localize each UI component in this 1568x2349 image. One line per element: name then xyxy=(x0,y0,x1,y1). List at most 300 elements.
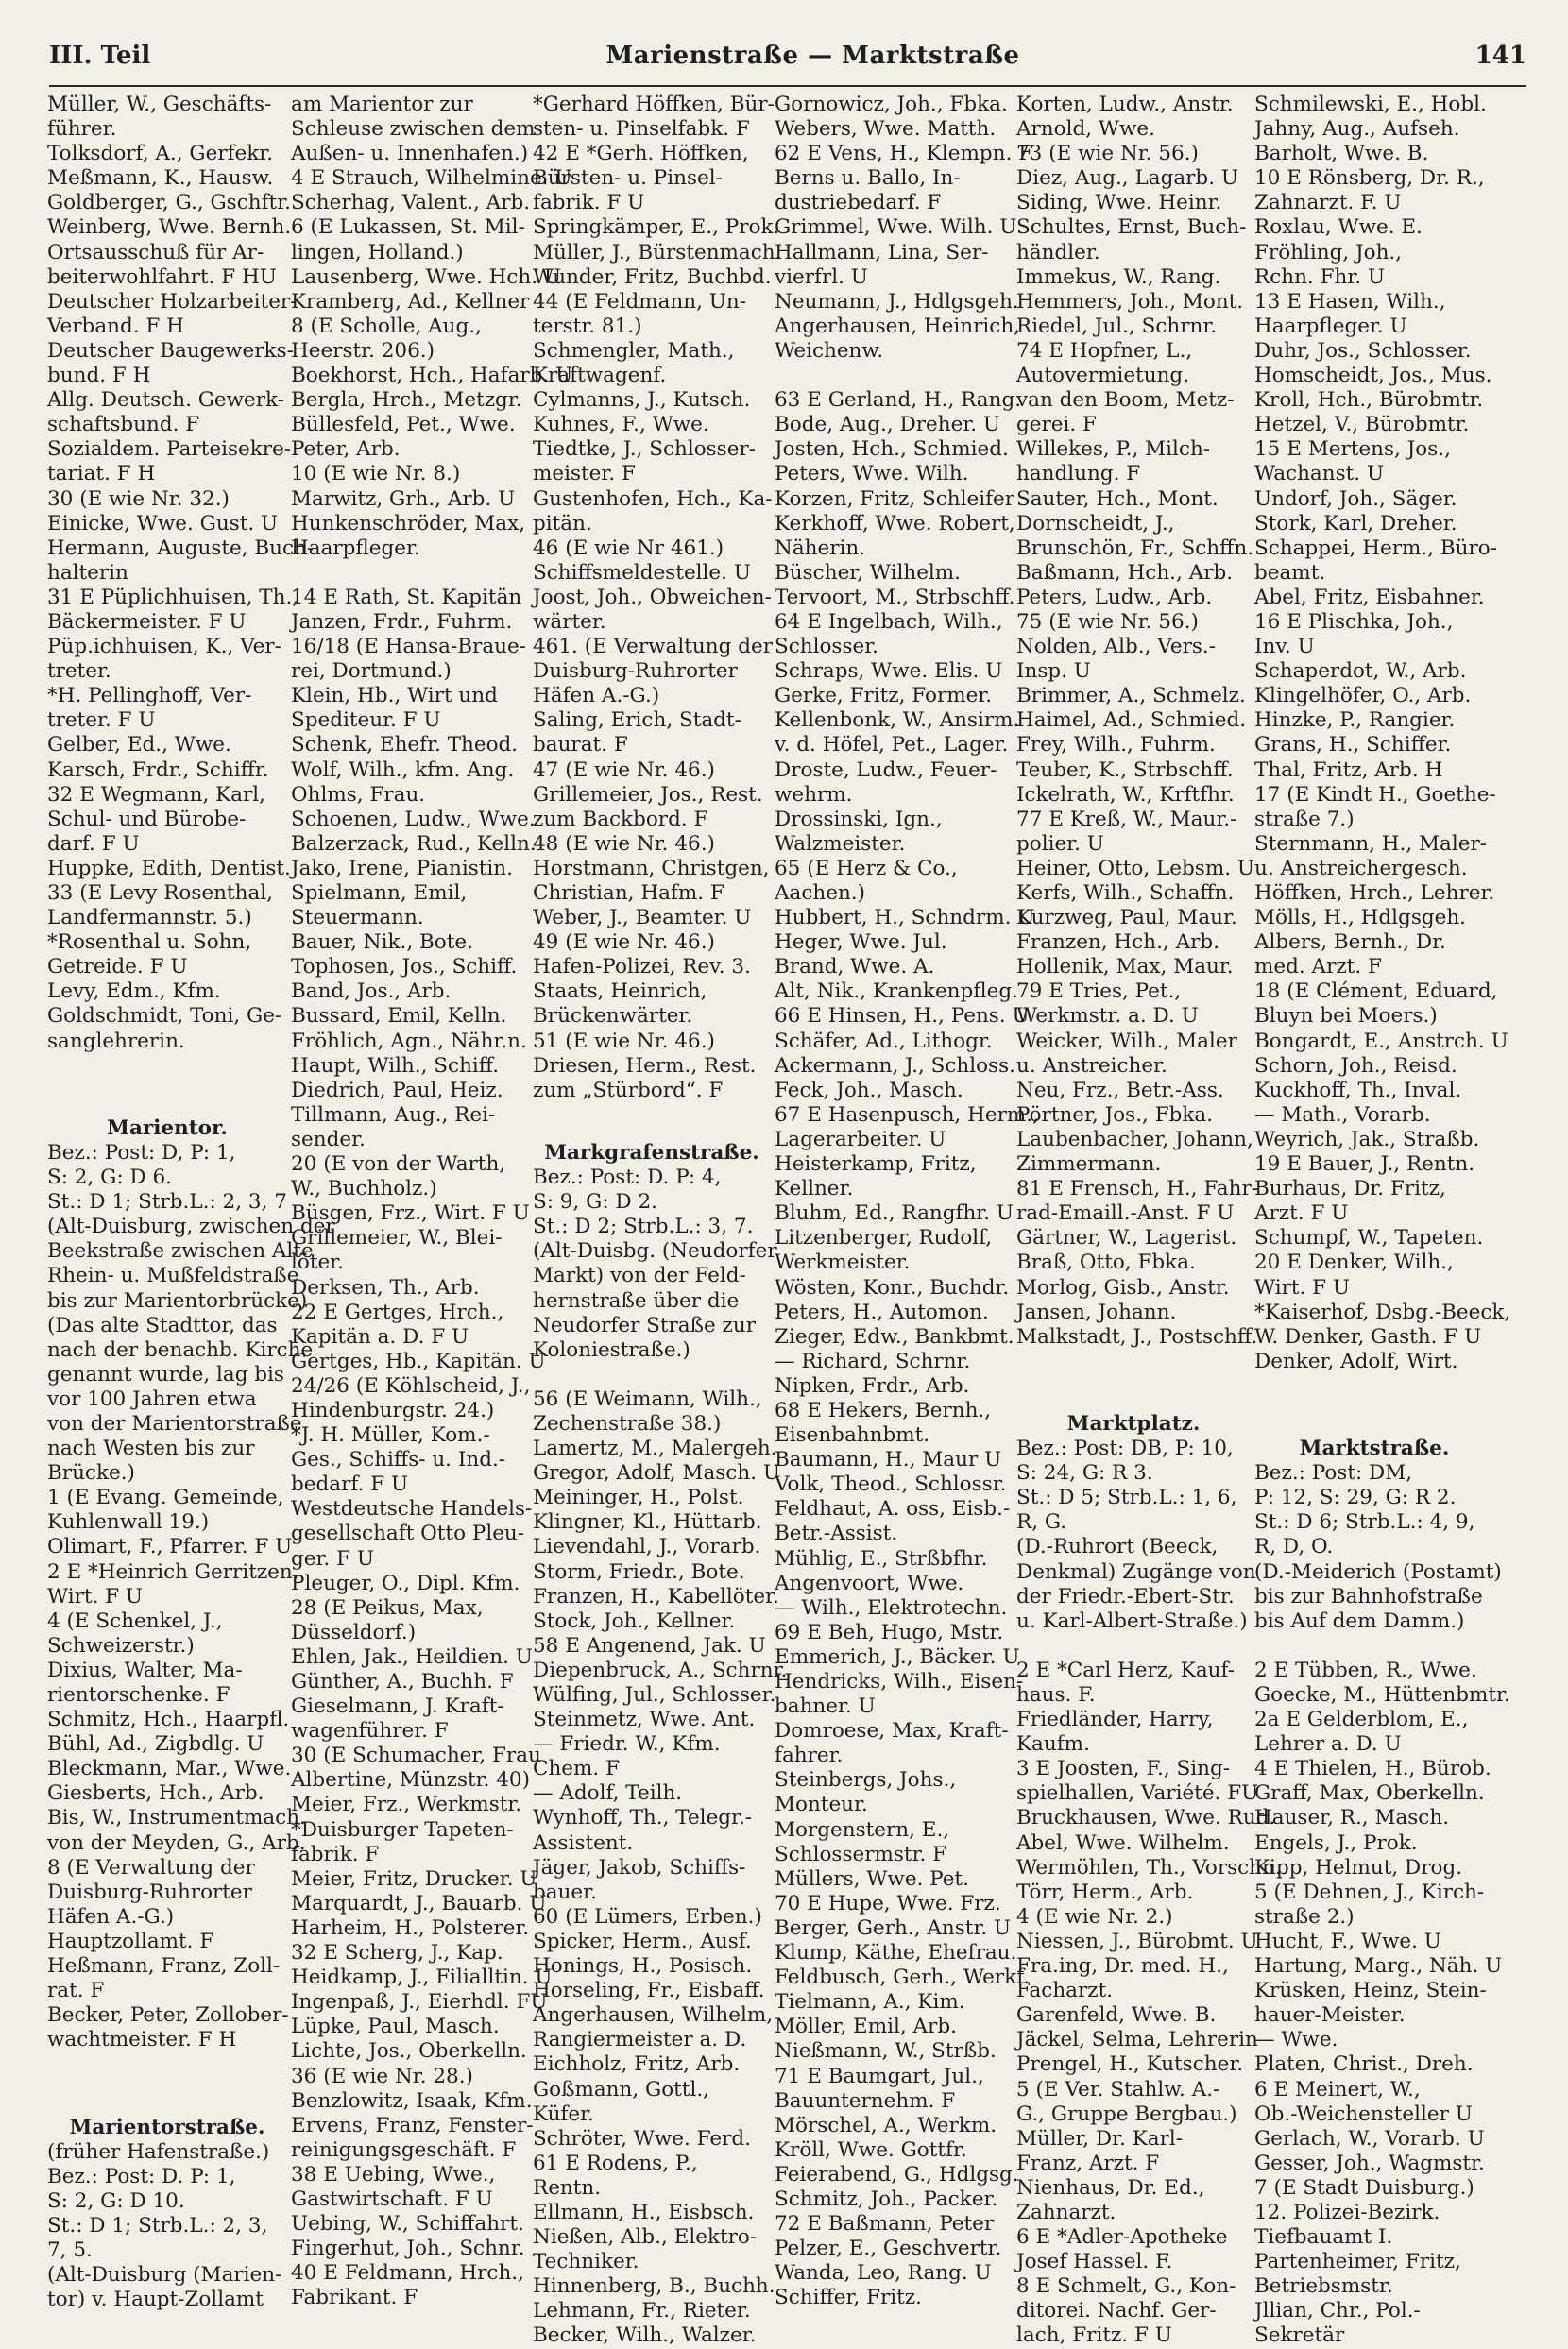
entry-line: Tielmann, A., Kim. xyxy=(775,1990,965,2015)
entry-line: Friedländer, Harry, xyxy=(1016,1708,1214,1732)
entry-line: hernstraße über die xyxy=(533,1288,740,1313)
entry-line: Prengel, H., Kutscher. xyxy=(1016,2052,1244,2077)
entry-line: Hemmers, Joh., Mont. xyxy=(1016,289,1244,314)
entry-line: Zahnarzt. xyxy=(1016,2200,1116,2224)
entry-line: Höffken, Hrch., Lehrer. xyxy=(1254,881,1495,905)
entry-line: 7 (E Stadt Duisburg.) xyxy=(1254,2175,1474,2200)
entry-line: Rentn. xyxy=(533,2175,602,2200)
entry-line: Riedel, Jul., Schrnr. xyxy=(1016,314,1218,338)
entry-line: Schröter, Wwe. Ferd. xyxy=(533,2126,752,2151)
entry-line: polier. U xyxy=(1016,831,1104,856)
entry-line: Albertine, Münzstr. 40) xyxy=(291,1768,530,1793)
entry-line: baurat. F xyxy=(533,733,628,757)
entry-line: Schlosser. xyxy=(775,635,878,659)
entry-line: 15 E Mertens, Jos., xyxy=(1254,437,1451,462)
entry-line: Braß, Otto, Fbka. xyxy=(1016,1251,1196,1275)
entry-line: Rhein- u. Mußfeldstraße xyxy=(47,1264,299,1288)
entry-line: Koloniestraße.) xyxy=(533,1337,690,1362)
entry-line: zum Backbord. F xyxy=(533,807,708,831)
entry-line: 7, 5. xyxy=(47,2238,93,2263)
entry-line: 20 (E von der Warth, xyxy=(291,1152,506,1177)
entry-line: Baßmann, Hch., Arb. xyxy=(1016,560,1234,585)
entry-line: *Kaiserhof, Dsbg.-Beeck, xyxy=(1254,1300,1511,1324)
entry-line: Müllers, Wwe. Pet. xyxy=(775,1866,969,1891)
entry-line: 61 E Rodens, P., xyxy=(533,2151,698,2175)
entry-line: Lüpke, Paul, Masch. xyxy=(291,2015,500,2039)
entry-line: Tervoort, M., Strbschff. xyxy=(775,585,1015,609)
entry-line: Arnold, Wwe. xyxy=(1016,117,1155,142)
entry-line: Abel, Wwe. Wilhelm. xyxy=(1016,1830,1230,1855)
entry-line: 75 (E wie Nr. 56.) xyxy=(1016,609,1199,634)
entry-line: Schmilewski, E., Hobl. xyxy=(1254,93,1487,116)
entry-line xyxy=(775,364,1013,388)
entry-line: Deutscher Baugewerks- xyxy=(47,338,294,363)
entry-line: Karsch, Frdr., Schiffr. xyxy=(47,757,269,782)
entry-line: Duisburg-Ruhrorter xyxy=(47,1880,252,1904)
entry-line: rei, Dortmund.) xyxy=(291,659,452,684)
entry-line: Kröll, Wwe. Gottfr. xyxy=(775,2137,967,2162)
entry-line: Pleuger, O., Dipl. Kfm. xyxy=(291,1571,520,1595)
entry-line: Rangiermeister a. D. xyxy=(533,2028,747,2052)
entry-line: Ickelrath, W., Krftfhr. xyxy=(1016,782,1235,807)
entry-line: Sternmann, H., Maler- xyxy=(1254,831,1488,856)
entry-line: Jäger, Jakob, Schiffs- xyxy=(533,1855,746,1880)
entry-line: Stork, Karl, Dreher. xyxy=(1254,511,1457,536)
entry-line: 2 E Tübben, R., Wwe. xyxy=(1254,1658,1477,1682)
entry-line: Brand, Wwe. A. xyxy=(775,955,935,979)
entry-line: Gornowicz, Joh., Fbka. xyxy=(775,93,1008,116)
entry-line: Thal, Fritz, Arb. H xyxy=(1254,757,1443,782)
entry-line: 3 E Joosten, F., Sing- xyxy=(1016,1757,1231,1781)
entry-line: Weicker, Wilh., Maler xyxy=(1016,1029,1237,1053)
entry-line: Band, Jos., Arb. xyxy=(291,979,452,1004)
entry-line: Goldschmidt, Toni, Ge- xyxy=(47,1004,282,1029)
entry-line: Ob.-Weichensteller U xyxy=(1254,2102,1473,2126)
entry-line: Neu, Frz., Betr.-Ass. xyxy=(1016,1078,1224,1102)
entry-line: Jllian, Chr., Pol.- xyxy=(1254,2299,1421,2323)
entry-line: Außen- u. Innenhafen.) xyxy=(291,142,529,166)
entry-line: Gregor, Adolf, Masch. U xyxy=(533,1461,780,1486)
entry-line: Partenheimer, Fritz, xyxy=(1254,2250,1461,2274)
entry-line: 60 (E Lümers, Erben.) xyxy=(533,1904,762,1929)
entry-line: Scherhag, Valent., Arb. xyxy=(291,191,531,215)
entry-line: St.: D 5; Strb.L.: 1, 6, xyxy=(1016,1486,1237,1510)
entry-line: Schenk, Ehefr. Theod. xyxy=(291,733,519,757)
entry-line: Lausenberg, Wwe. Hch. U xyxy=(291,264,562,289)
entry-line: Denker, Adolf, Wirt. xyxy=(1254,1349,1458,1373)
entry-line: terstr. 81.) xyxy=(533,314,642,338)
entry-line: W. Denker, Gasth. F U xyxy=(1254,1324,1482,1349)
entry-line: händler. xyxy=(1016,240,1100,264)
entry-line: Litzenberger, Rudolf, xyxy=(775,1226,993,1251)
entry-line: Dornscheidt, J., xyxy=(1016,511,1175,536)
entry-line xyxy=(1254,1374,1494,1399)
entry-line: hauer-Meister. xyxy=(1254,2003,1406,2028)
entry-line: von der Meyden, G., Arb. xyxy=(47,1830,306,1855)
entry-line: S: 2, G: D 10. xyxy=(47,2188,185,2213)
entry-line: Kellenbonk, W., Ansirm. xyxy=(775,708,1020,733)
entry-line: Meininger, H., Polst. xyxy=(533,1486,744,1510)
entry-line: Ges., Schiffs- u. Ind.- xyxy=(291,1448,506,1472)
entry-line: Goecke, M., Hüttenbmtr. xyxy=(1254,1683,1510,1707)
entry-line: Duisburg-Ruhrorter xyxy=(533,659,738,684)
entry-line: Lichte, Jos., Oberkelln. xyxy=(291,2039,527,2064)
entry-line: Tolksdorf, A., Gerfekr. xyxy=(47,142,274,166)
entry-line: Klingelhöfer, O., Arb. xyxy=(1254,684,1472,708)
entry-line: 38 E Uebing, Wwe., xyxy=(291,2162,496,2187)
entry-line: Franz, Arzt. F xyxy=(1016,2151,1160,2175)
entry-line: 40 E Feldmann, Hrch., xyxy=(291,2261,524,2286)
entry-line: Willekes, P., Milch- xyxy=(1016,437,1211,462)
entry-line: Inv. U xyxy=(1254,635,1315,659)
entry-line: Hunkenschröder, Max, xyxy=(291,511,526,536)
entry-line: Rchn. Fhr. U xyxy=(1254,264,1386,289)
page-header xyxy=(49,42,1526,83)
entry-line: van den Boom, Metz- xyxy=(1016,388,1235,413)
entry-line: Peter, Arb. xyxy=(291,437,401,462)
entry-line: 44 (E Feldmann, Un- xyxy=(533,289,747,314)
entry-line: Meier, Frz., Werkmstr. xyxy=(291,1793,522,1817)
entry-line: wagenführer. F xyxy=(291,1719,449,1744)
entry-line: Hauser, R., Masch. xyxy=(1254,1806,1450,1830)
entry-line: rientorschenke. F xyxy=(47,1683,230,1707)
entry-line: Angerhausen, Wilhelm, xyxy=(533,2003,774,2028)
entry-line: Weichenw. xyxy=(775,338,884,363)
entry-line: Fröhling, Joh., xyxy=(1254,240,1403,264)
entry-line: Domroese, Max, Kraft- xyxy=(775,1719,1009,1744)
entry-line xyxy=(1016,1350,1251,1374)
entry-line: St.: D 6; Strb.L.: 4, 9, xyxy=(1254,1510,1475,1535)
entry-line: 48 (E wie Nr. 46.) xyxy=(533,831,715,856)
entry-line: (Das alte Stadttor, das xyxy=(47,1313,278,1337)
entry-line: 30 (E Schumacher, Frau xyxy=(291,1744,541,1768)
entry-line: Möller, Emil, Arb. xyxy=(775,2015,957,2039)
entry-line: Heisterkamp, Fritz, xyxy=(775,1152,977,1177)
entry-line: Brimmer, A., Schmelz. xyxy=(1016,684,1246,708)
entry-line: G., Gruppe Bergbau.) xyxy=(1016,2102,1237,2126)
entry-line: Fra.ing, Dr. med. H., xyxy=(1016,1954,1229,1979)
entry-line: 36 (E wie Nr. 28.) xyxy=(291,2064,473,2088)
entry-line: Gustenhofen, Hch., Ka- xyxy=(533,486,773,511)
entry-line: Morgenstern, E., xyxy=(775,1817,950,1842)
entry-line: Gerlach, W., Vorarb. U xyxy=(1254,2126,1485,2151)
entry-line: *Rosenthal u. Sohn, xyxy=(47,930,252,955)
entry-line: Ellmann, H., Eisbsch. xyxy=(533,2200,755,2224)
entry-line: Kipp, Helmut, Drog. xyxy=(1254,1855,1463,1880)
entry-line: 42 E *Gerh. Höffken, xyxy=(533,142,749,166)
entry-line: Roxlau, Wwe. E. xyxy=(1254,215,1423,240)
entry-line: Lamertz, M., Malergeh. xyxy=(533,1437,777,1461)
entry-line: tor) v. Haupt-Zollamt xyxy=(47,2288,264,2312)
section-heading: Marktstraße. xyxy=(1299,1437,1450,1461)
entry-line: u. Karl-Albert-Straße.) xyxy=(1016,1609,1248,1633)
entry-line: Schul- und Bürobe- xyxy=(47,807,247,831)
entry-line: Getreide. F U xyxy=(47,955,188,979)
entry-line: 14 E Rath, St. Kapitän xyxy=(291,585,522,609)
entry-line: R, G. xyxy=(1016,1510,1067,1535)
entry-line: R, D, O. xyxy=(1254,1535,1334,1559)
entry-line: Bez.: Post: DM, xyxy=(1254,1461,1413,1486)
entry-line: u. Anstreichergesch. xyxy=(1254,856,1468,880)
entry-line: ger. F U xyxy=(291,1546,374,1571)
entry-line: Kroll, Hch., Bürobmtr. xyxy=(1254,388,1484,413)
entry-line: Schultes, Ernst, Buch- xyxy=(1016,215,1247,240)
street-range-title: Marienstraße — Marktstraße xyxy=(605,42,1020,70)
entry-line: Wynhoff, Th., Telegr.- xyxy=(533,1806,753,1830)
entry-line: Betriebsmstr. xyxy=(1254,2274,1393,2299)
entry-line: — Wilh., Elektrotechn. xyxy=(775,1595,1008,1620)
entry-line: v. d. Höfel, Pet., Lager. xyxy=(775,733,1009,757)
entry-line: 2 E *Carl Herz, Kauf- xyxy=(1016,1658,1235,1682)
entry-line: 72 E Baßmann, Peter xyxy=(775,2212,995,2237)
entry-line: Diepenbruck, A., Schrnr. xyxy=(533,1658,788,1682)
entry-line: Werkmeister. xyxy=(775,1251,911,1275)
entry-line: Jahny, Aug., Aufseh. xyxy=(1254,117,1460,142)
entry-line: Tophosen, Jos., Schiff. xyxy=(291,955,518,979)
entry-line: Meßmann, K., Hausw. xyxy=(47,166,274,191)
entry-line: Wirt. F U xyxy=(1254,1275,1351,1300)
entry-line: 81 E Frensch, H., Fahr- xyxy=(1016,1177,1258,1201)
entry-line: P: 12, S: 29, G: R 2. xyxy=(1254,1486,1457,1510)
header-rule xyxy=(49,85,1526,87)
entry-line: beiterwohlfahrt. F HU xyxy=(47,264,277,289)
entry-line: 4 E Thielen, H., Bürob. xyxy=(1254,1757,1491,1781)
entry-line: Joost, Joh., Obweichen- xyxy=(533,585,772,609)
entry-line: Siding, Wwe. Heinr. xyxy=(1016,191,1222,215)
entry-line: Jäckel, Selma, Lehrerin xyxy=(1016,2028,1258,2052)
entry-line: beamt. xyxy=(1254,560,1326,585)
entry-line: gerei. F xyxy=(1016,413,1097,437)
entry-line: (D.-Meiderich (Postamt) xyxy=(1254,1559,1502,1584)
entry-line: Platen, Christ., Dreh. xyxy=(1254,2052,1474,2077)
entry-line: 4 (E Schenkel, J., xyxy=(47,1609,223,1633)
entry-line: von der Marientorstraße xyxy=(47,1411,302,1436)
entry-line: 66 E Hinsen, H., Pens. U xyxy=(775,1004,1030,1029)
entry-line: darf. F U xyxy=(47,831,140,856)
section-heading: Marktplatz. xyxy=(1066,1411,1201,1436)
entry-line: am Marientor zur xyxy=(291,93,473,116)
entry-line: Homscheidt, Jos., Mus. xyxy=(1254,364,1492,388)
entry-line: Techniker. xyxy=(533,2250,639,2274)
entry-line: straße 7.) xyxy=(1254,807,1355,831)
entry-line: Springkämper, E., Prok. xyxy=(533,215,780,240)
entry-line: Huppke, Edith, Dentist. xyxy=(47,856,291,880)
entry-line: Günther, A., Buchh. F xyxy=(291,1670,514,1694)
entry-line: Webers, Wwe. Matth. xyxy=(775,117,997,142)
entry-line: (früher Hafenstraße.) xyxy=(47,2139,270,2164)
entry-line: lach, Fritz. F U xyxy=(1016,2323,1172,2348)
entry-line: 46 (E wie Nr 461.) xyxy=(533,536,724,560)
entry-line: Schlossermstr. F xyxy=(775,1842,947,1866)
entry-line: Gastwirtschaft. F U xyxy=(291,2187,493,2211)
entry-line: Assistent. xyxy=(533,1830,634,1855)
entry-line: 77 E Kreß, W., Maur.- xyxy=(1016,807,1237,831)
entry-line: Heßmann, Franz, Zoll- xyxy=(47,1954,281,1979)
entry-line: Bis, W., Instrumentmach. xyxy=(47,1806,306,1830)
entry-line: Autovermietung. xyxy=(1016,364,1190,388)
entry-line: St.: D 1; Strb.L.: 2, 3, xyxy=(47,2213,268,2238)
entry-line: bund. F H xyxy=(47,364,151,388)
entry-line: Wanda, Leo, Rang. U xyxy=(775,2261,992,2286)
entry-line xyxy=(47,1054,287,1079)
entry-line: Spicker, Herm., Ausf. xyxy=(533,1929,752,1953)
entry-line: Goßmann, Gottl., xyxy=(533,2077,709,2102)
entry-line: Graff, Max, Oberkelln. xyxy=(1254,1781,1485,1806)
entry-line: Kurzweg, Paul, Maur. xyxy=(1016,906,1237,930)
entry-line: 18 (E Clément, Eduard, xyxy=(1254,979,1498,1004)
entry-line: handlung. F xyxy=(1016,462,1141,486)
entry-line: führer. xyxy=(47,117,117,142)
entry-line: Derksen, Th., Arb. xyxy=(291,1275,480,1300)
entry-line: Weber, J., Beamter. U xyxy=(533,906,752,930)
entry-line: Näherin. xyxy=(775,536,866,560)
entry-line: bahner. U xyxy=(775,1694,876,1719)
entry-line: Büllesfeld, Pet., Wwe. xyxy=(291,413,516,437)
entry-line: dustriebedarf. F xyxy=(775,191,942,215)
entry-line: Angerhausen, Heinrich, xyxy=(775,314,1020,338)
entry-line: 58 E Angenend, Jak. U xyxy=(533,1633,766,1658)
entry-line: Tillmann, Aug., Rei- xyxy=(291,1102,496,1127)
entry-line: Jako, Irene, Pianistin. xyxy=(291,856,513,880)
entry-line: Goldberger, G., Gschftr. xyxy=(47,191,291,215)
entry-line: Brücke.) xyxy=(47,1461,135,1486)
entry-line: Müller, W., Geschäfts- xyxy=(47,93,272,116)
entry-line: Benzlowitz, Isaak, Kfm. xyxy=(291,2088,533,2113)
entry-line: Brunschön, Fr., Schffn. xyxy=(1016,536,1254,560)
entry-line: Kaufm. xyxy=(1016,1732,1090,1757)
entry-line xyxy=(47,1079,287,1103)
entry-line: 63 E Gerland, H., Rang. xyxy=(775,388,1022,413)
entry-line: Saling, Erich, Stadt- xyxy=(533,708,741,733)
entry-line: Müller, Dr. Karl- xyxy=(1016,2126,1184,2151)
entry-line: sten- u. Pinselfabk. F xyxy=(533,117,750,142)
entry-line: Kapitän a. D. F U xyxy=(291,1324,469,1349)
section-heading: Marientorstraße. xyxy=(69,2115,265,2139)
entry-line xyxy=(533,1363,771,1387)
entry-line: fahrer. xyxy=(775,1744,844,1768)
entry-line: Denkmal) Zugänge von xyxy=(1016,1559,1256,1584)
entry-line xyxy=(1254,1399,1494,1423)
entry-line: Einicke, Wwe. Gust. U xyxy=(47,511,279,536)
entry-line: Schoenen, Ludw., Wwe. xyxy=(291,807,536,831)
entry-line: 49 (E wie Nr. 46.) xyxy=(533,930,715,955)
entry-line: 8 E Schmelt, G., Kon- xyxy=(1016,2274,1236,2299)
entry-line: Eichholz, Fritz, Arb. xyxy=(533,2052,741,2077)
entry-line: 6 (E Lukassen, St. Mil- xyxy=(291,215,525,240)
entry-line: Nießen, Alb., Elektro- xyxy=(533,2225,758,2250)
entry-line: Betr.-Assist. xyxy=(775,1522,898,1546)
entry-line: 71 E Baumgart, Jul., xyxy=(775,2064,984,2088)
entry-line: Hindenburgstr. 24.) xyxy=(291,1398,495,1422)
entry-line: treter. F U xyxy=(47,708,156,733)
entry-line: Haarpfleger. xyxy=(291,536,420,560)
entry-line: Kellner. xyxy=(775,1177,854,1201)
entry-line: Ervens, Franz, Fenster- xyxy=(291,2113,534,2137)
entry-line: Püp.ichhuisen, K., Ver- xyxy=(47,635,281,659)
entry-line: 64 E Ingelbach, Wilh., xyxy=(775,609,1003,634)
entry-line: Schleuse zwischen dem xyxy=(291,117,536,142)
entry-line: Schaperdot, W., Arb. xyxy=(1254,659,1467,684)
entry-line: Peters, Wwe. Wilh. xyxy=(775,462,969,486)
entry-line: Bäckermeister. F U xyxy=(47,609,247,634)
entry-line: 79 E Tries, Pet., xyxy=(1016,979,1182,1004)
entry-line: Hauptzollamt. F xyxy=(47,1929,214,1953)
entry-line: Küfer. xyxy=(533,2102,594,2126)
entry-line: Jansen, Johann. xyxy=(1016,1300,1177,1324)
entry-line: nach der benachb. Kirche xyxy=(47,1337,314,1362)
entry-line: tariat. F H xyxy=(47,462,156,486)
entry-line: W., Buchholz.) xyxy=(291,1177,437,1201)
entry-line: Schiffer, Fritz. xyxy=(775,2286,922,2310)
entry-line: Steinbergs, Johs., xyxy=(775,1768,957,1793)
entry-line: 4 E Strauch, Wilhelmine. U xyxy=(291,166,572,191)
entry-line: Becker, Peter, Zollober- xyxy=(47,2003,289,2028)
entry-line: Arzt. F U xyxy=(1254,1201,1349,1226)
entry-line: bis Auf dem Damm.) xyxy=(1254,1609,1465,1633)
page-number: 141 xyxy=(1474,42,1526,70)
entry-line: Schorn, Joh., Reisd. xyxy=(1254,1053,1457,1078)
entry-line: Kerkhoff, Wwe. Robert, xyxy=(775,511,1015,536)
entry-line: Weinberg, Wwe. Bernh. xyxy=(47,215,292,240)
entry-line: *Gerhard Höffken, Bür- xyxy=(533,93,775,116)
entry-line: Janzen, Frdr., Fuhrm. xyxy=(291,609,513,634)
entry-line: Markt) von der Feld- xyxy=(533,1264,746,1288)
entry-line: Kraftwagenf. xyxy=(533,364,667,388)
entry-line: Korten, Ludw., Anstr. xyxy=(1016,93,1234,116)
entry-line: Sauter, Hch., Mont. xyxy=(1016,486,1219,511)
entry-line: Pelzer, E., Geschvertr. xyxy=(775,2237,1002,2261)
entry-line: Peters, H., Automon. xyxy=(775,1300,989,1324)
entry-line: 31 E Püplichhuisen, Th., xyxy=(47,585,299,609)
entry-line: Barholt, Wwe. B. xyxy=(1254,142,1429,166)
entry-line: genannt wurde, lag bis xyxy=(47,1362,284,1387)
entry-line: bis zur Bahnhofstraße xyxy=(1254,1584,1483,1609)
entry-line: Hetzel, V., Bürobmtr. xyxy=(1254,413,1470,437)
entry-line: Törr, Herm., Arb. xyxy=(1016,1880,1194,1904)
entry-line: Hubbert, H., Schndrm. U xyxy=(775,906,1035,930)
entry-line: Beekstraße zwischen Alte xyxy=(47,1239,314,1264)
entry-line: Sekretär xyxy=(1254,2323,1345,2348)
entry-line: Staats, Heinrich, xyxy=(533,979,707,1004)
entry-line: — Wwe. xyxy=(1254,2028,1338,2052)
entry-line: Fingerhut, Joh., Schnr. xyxy=(291,2237,525,2261)
entry-line: Mühlig, E., Strßbfhr. xyxy=(775,1546,988,1571)
entry-line: 24/26 (E Köhlscheid, J., xyxy=(291,1373,531,1398)
entry-line: Emmerich, J., Bäcker. U xyxy=(775,1644,1020,1669)
entry-line: Angenvoort, Wwe. xyxy=(775,1571,964,1595)
entry-line: Gerke, Fritz, Former. xyxy=(775,684,993,708)
entry-line: 5 (E Dehnen, J., Kirch- xyxy=(1254,1880,1485,1904)
entry-line: Eisenbahnbmt. xyxy=(775,1423,930,1448)
entry-line: Werkmstr. a. D. U xyxy=(1016,1004,1199,1029)
entry-line: rat. F xyxy=(47,1979,105,2003)
entry-line: Bluhm, Ed., Rangfhr. U xyxy=(775,1201,1014,1226)
entry-line: bedarf. F U xyxy=(291,1472,409,1497)
entry-line: Levy, Edm., Kfm. xyxy=(47,979,221,1004)
entry-line: Heger, Wwe. Jul. xyxy=(775,930,947,955)
entry-line: Lehmann, Fr., Rieter. xyxy=(533,2299,751,2323)
entry-line: wehrm. xyxy=(775,782,853,807)
entry-line xyxy=(47,2078,287,2102)
entry-line: Brückenwärter. xyxy=(533,1004,693,1029)
entry-line: Klingner, Kl., Hüttarb. xyxy=(533,1510,762,1535)
entry-line: Schiffsmeldestelle. U xyxy=(533,560,751,585)
entry-line: Honings, H., Posisch. xyxy=(533,1954,753,1979)
entry-line: Feldbusch, Gerh., Werkf. xyxy=(775,1966,1031,1990)
entry-line: Hollenik, Max, Maur. xyxy=(1016,955,1234,979)
entry-line: Droste, Ludw., Feuer- xyxy=(775,757,997,782)
entry-line: Büscher, Wilhelm. xyxy=(775,560,962,585)
